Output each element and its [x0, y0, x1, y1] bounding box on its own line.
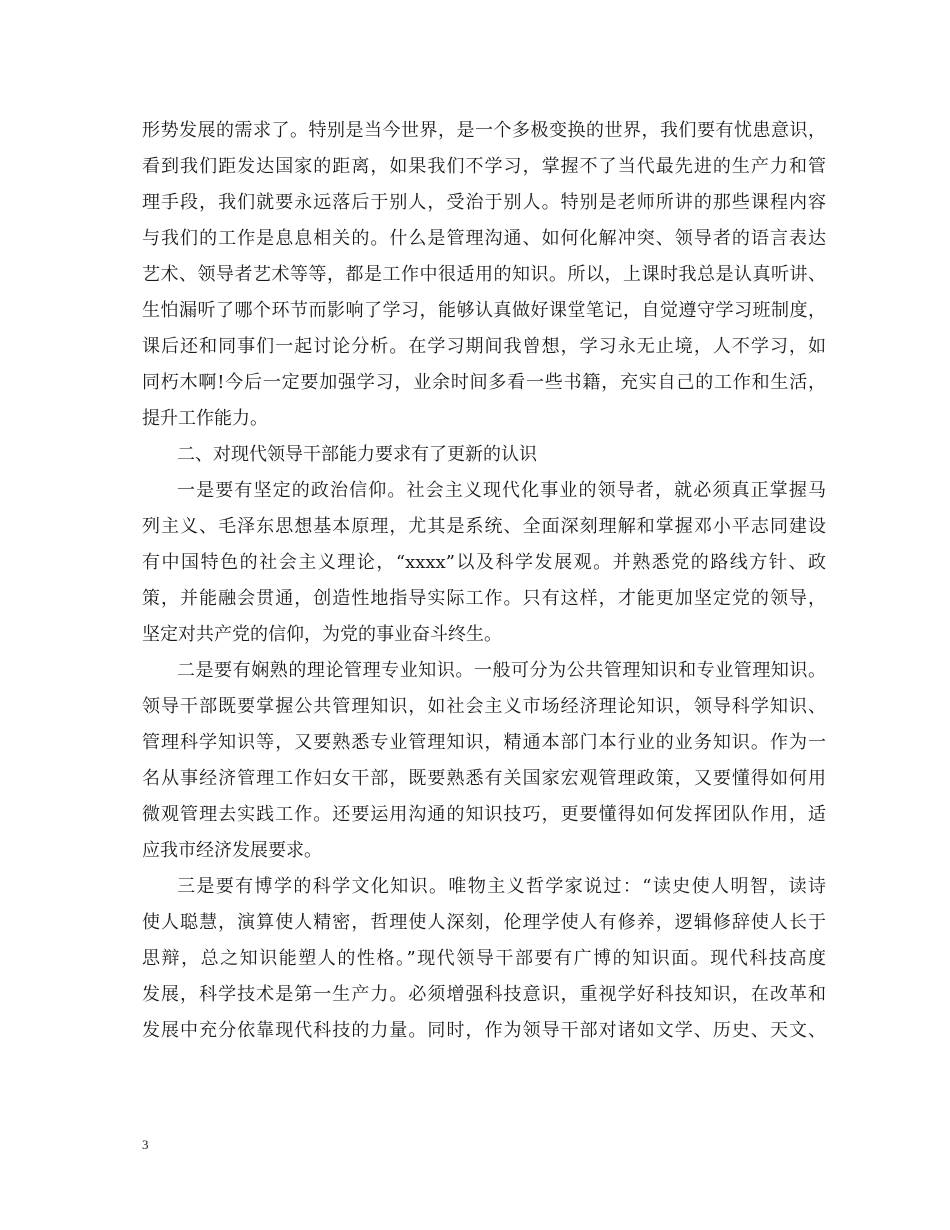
text-line: 发展，科学技术是第一生产力。必须增强科技意识，重视学好科技知识，在改革和	[142, 984, 826, 1005]
text-line: 领导干部既要掌握公共管理知识，如社会主义市场经济理论知识，领导科学知识、	[142, 696, 826, 717]
text-line: 名从事经济管理工作妇女干部，既要熟悉有关国家宏观管理政策，又要懂得如何用	[142, 768, 826, 789]
text-line: 生怕漏听了哪个环节而影响了学习，能够认真做好课堂笔记，自觉遵守学习班制度，	[142, 300, 826, 321]
text-line: 三是要有博学的科学文化知识。唯物主义哲学家说过：“读史使人明智，读诗	[177, 876, 826, 897]
text-line: 与我们的工作是息息相关的。什么是管理沟通、如何化解冲突、领导者的语言表达	[142, 228, 826, 249]
text-line: 微观管理去实践工作。还要运用沟通的知识技巧，更要懂得如何发挥团队作用，适	[142, 804, 826, 825]
text-line: 使人聪慧，演算使人精密，哲理使人深刻，伦理学使人有修养，逻辑修辞使人长于	[142, 912, 826, 933]
text-line: 发展中充分依靠现代科技的力量。同时，作为领导干部对诸如文学、历史、天文、	[142, 1020, 826, 1041]
text-line: 艺术、领导者艺术等等，都是工作中很适用的知识。所以，上课时我总是认真听讲、	[142, 264, 826, 285]
body-text	[142, 113, 826, 1049]
page-number: 3	[142, 1137, 149, 1152]
section-heading: 二、对现代领导干部能力要求有了更新的认识	[177, 444, 537, 465]
text-line: 课后还和同事们一起讨论分析。在学习期间我曾想，学习永无止境，人不学习，如	[142, 336, 826, 357]
text-line: 应我市经济发展要求。	[142, 840, 322, 861]
text-line: 同朽木啊!今后一定要加强学习，业余时间多看一些书籍，充实自己的工作和生活，	[142, 372, 826, 393]
text-line: 列主义、毛泽东思想基本原理，尤其是系统、全面深刻理解和掌握邓小平志同建设	[142, 516, 826, 537]
text-line: 管理科学知识等，又要熟悉专业管理知识，精通本部门本行业的业务知识。作为一	[142, 732, 826, 753]
text-line: 理手段，我们就要永远落后于别人，受治于别人。特别是老师所讲的那些课程内容	[142, 192, 826, 213]
text-line: 形势发展的需求了。特别是当今世界，是一个多极变换的世界，我们要有忧患意识，	[142, 120, 826, 141]
text-line: 坚定对共产党的信仰，为党的事业奋斗终生。	[142, 624, 502, 645]
text-line: 提升工作能力。	[142, 408, 268, 429]
text-line: 二是要有娴熟的理论管理专业知识。一般可分为公共管理知识和专业管理知识。	[177, 660, 826, 681]
text-line: 思辩，总之知识能塑人的性格。”现代领导干部要有广博的知识面。现代科技高度	[142, 948, 826, 969]
text-line: 一是要有坚定的政治信仰。社会主义现代化事业的领导者，就必须真正掌握马	[177, 480, 826, 501]
text-line: 看到我们距发达国家的距离，如果我们不学习，掌握不了当代最先进的生产力和管	[142, 156, 826, 177]
text-line: 策，并能融会贯通，创造性地指导实际工作。只有这样，才能更加坚定党的领导，	[142, 588, 826, 609]
text-line: 有中国特色的社会主义理论，“xxxx”以及科学发展观。并熟悉党的路线方针、政	[142, 552, 826, 573]
